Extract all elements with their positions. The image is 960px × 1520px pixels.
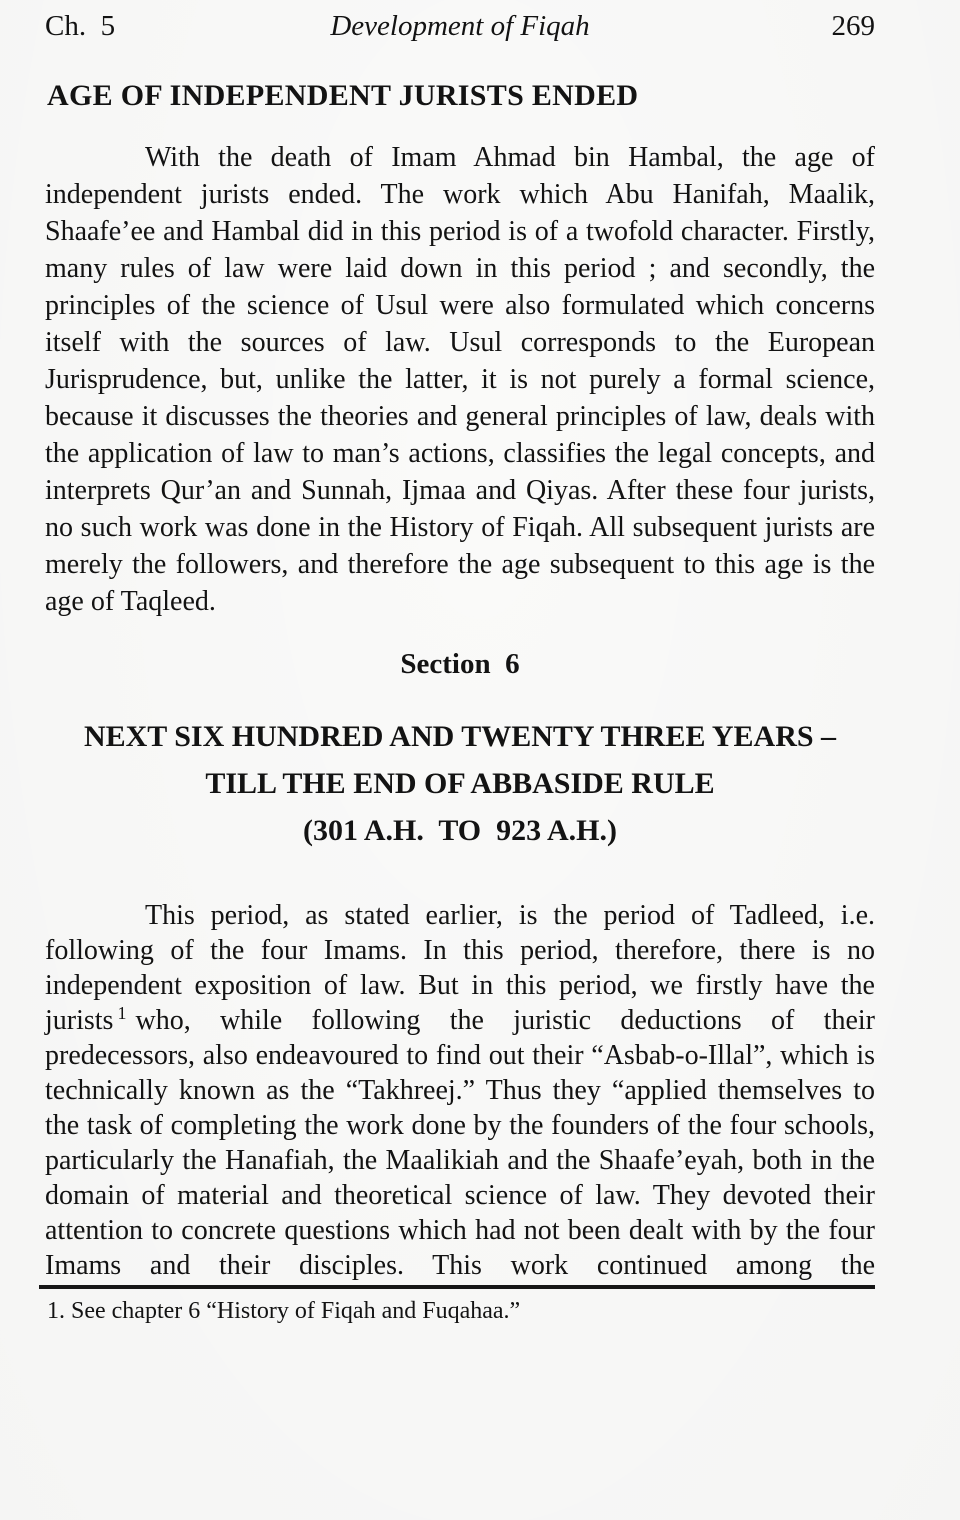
heading-section-6: Section 6 xyxy=(400,648,520,680)
chapter-label: Ch. 5 xyxy=(45,10,116,42)
heading-age-of-independent-jurists: AGE OF INDEPENDENT JURISTS ENDED xyxy=(47,79,639,112)
heading-line-3: (301 A.H. TO 923 A.H.) xyxy=(303,814,617,847)
heading-line-1: NEXT SIX HUNDRED AND TWENTY THREE YEARS – xyxy=(83,720,837,753)
heading-line-2: TILL THE END OF ABBASIDE RULE xyxy=(205,767,715,800)
footnote-text: 1. See chapter 6 “History of Fiqah and Fuqahaa.” xyxy=(47,1298,521,1324)
paragraph-tadleed-text-before-ref: This period, as stated earlier, is the period of Tadleed, i.e. following of the four Imams. In this period, therefore, there is no independent exposition of law. But in this period, we firstly have the jurists xyxy=(45,900,875,1036)
footnote-separator-rule xyxy=(39,1285,875,1289)
heading-next-623-years xyxy=(45,713,875,854)
running-head xyxy=(45,10,875,43)
paragraph-independent-jurists: With the death of Imam Ahmad bin Hambal, the age of independent jurists ended. The work which Abu Hanifah, Maalik, Shaafe’ee and Hambal did in this period is of a twofold character. Firstly, many rules of law were laid down in this period ; and secondly, the principles of the science of Usul were also formulated which concerns itself with the sources of law. Usul corresponds to the European Jurisprudence, but, unlike the latter, it is not purely a formal science, because it discusses the theories and general principles of law, deals with the application of law to man’s actions, classifies the legal concepts, and interprets Qur’an and Sunnah, Ijmaa and Qiyas. After these four jurists, no such work was done in the History of Fiqah. All subsequent jurists are merely the followers, and therefore the age subsequent to this age is the age of Taqleed. xyxy=(45,142,875,617)
footnote-reference-1: 1 xyxy=(117,1002,127,1023)
running-title: Development of Fiqah xyxy=(330,10,590,42)
paragraph-tadleed-text-after-ref: who, while following the juristic deductions of their predecessors, also endeavoured to find out their “Asbab-o-Illal”, which is technically known as the “Takhreej.” Thus they “applied themselves to the task of completing the work done by the founders of the four schools, particularly the Hanafiah, the Maalikiah and the Shaafe’eyah, both in the domain of material and theoretical science of law. They devoted their attention to concrete questions which had not been dealt with by the four Imams and their disciples. This work continued among the xyxy=(45,1005,875,1281)
paragraph-tadleed-period xyxy=(45,898,875,1283)
page-number: 269 xyxy=(831,10,876,42)
